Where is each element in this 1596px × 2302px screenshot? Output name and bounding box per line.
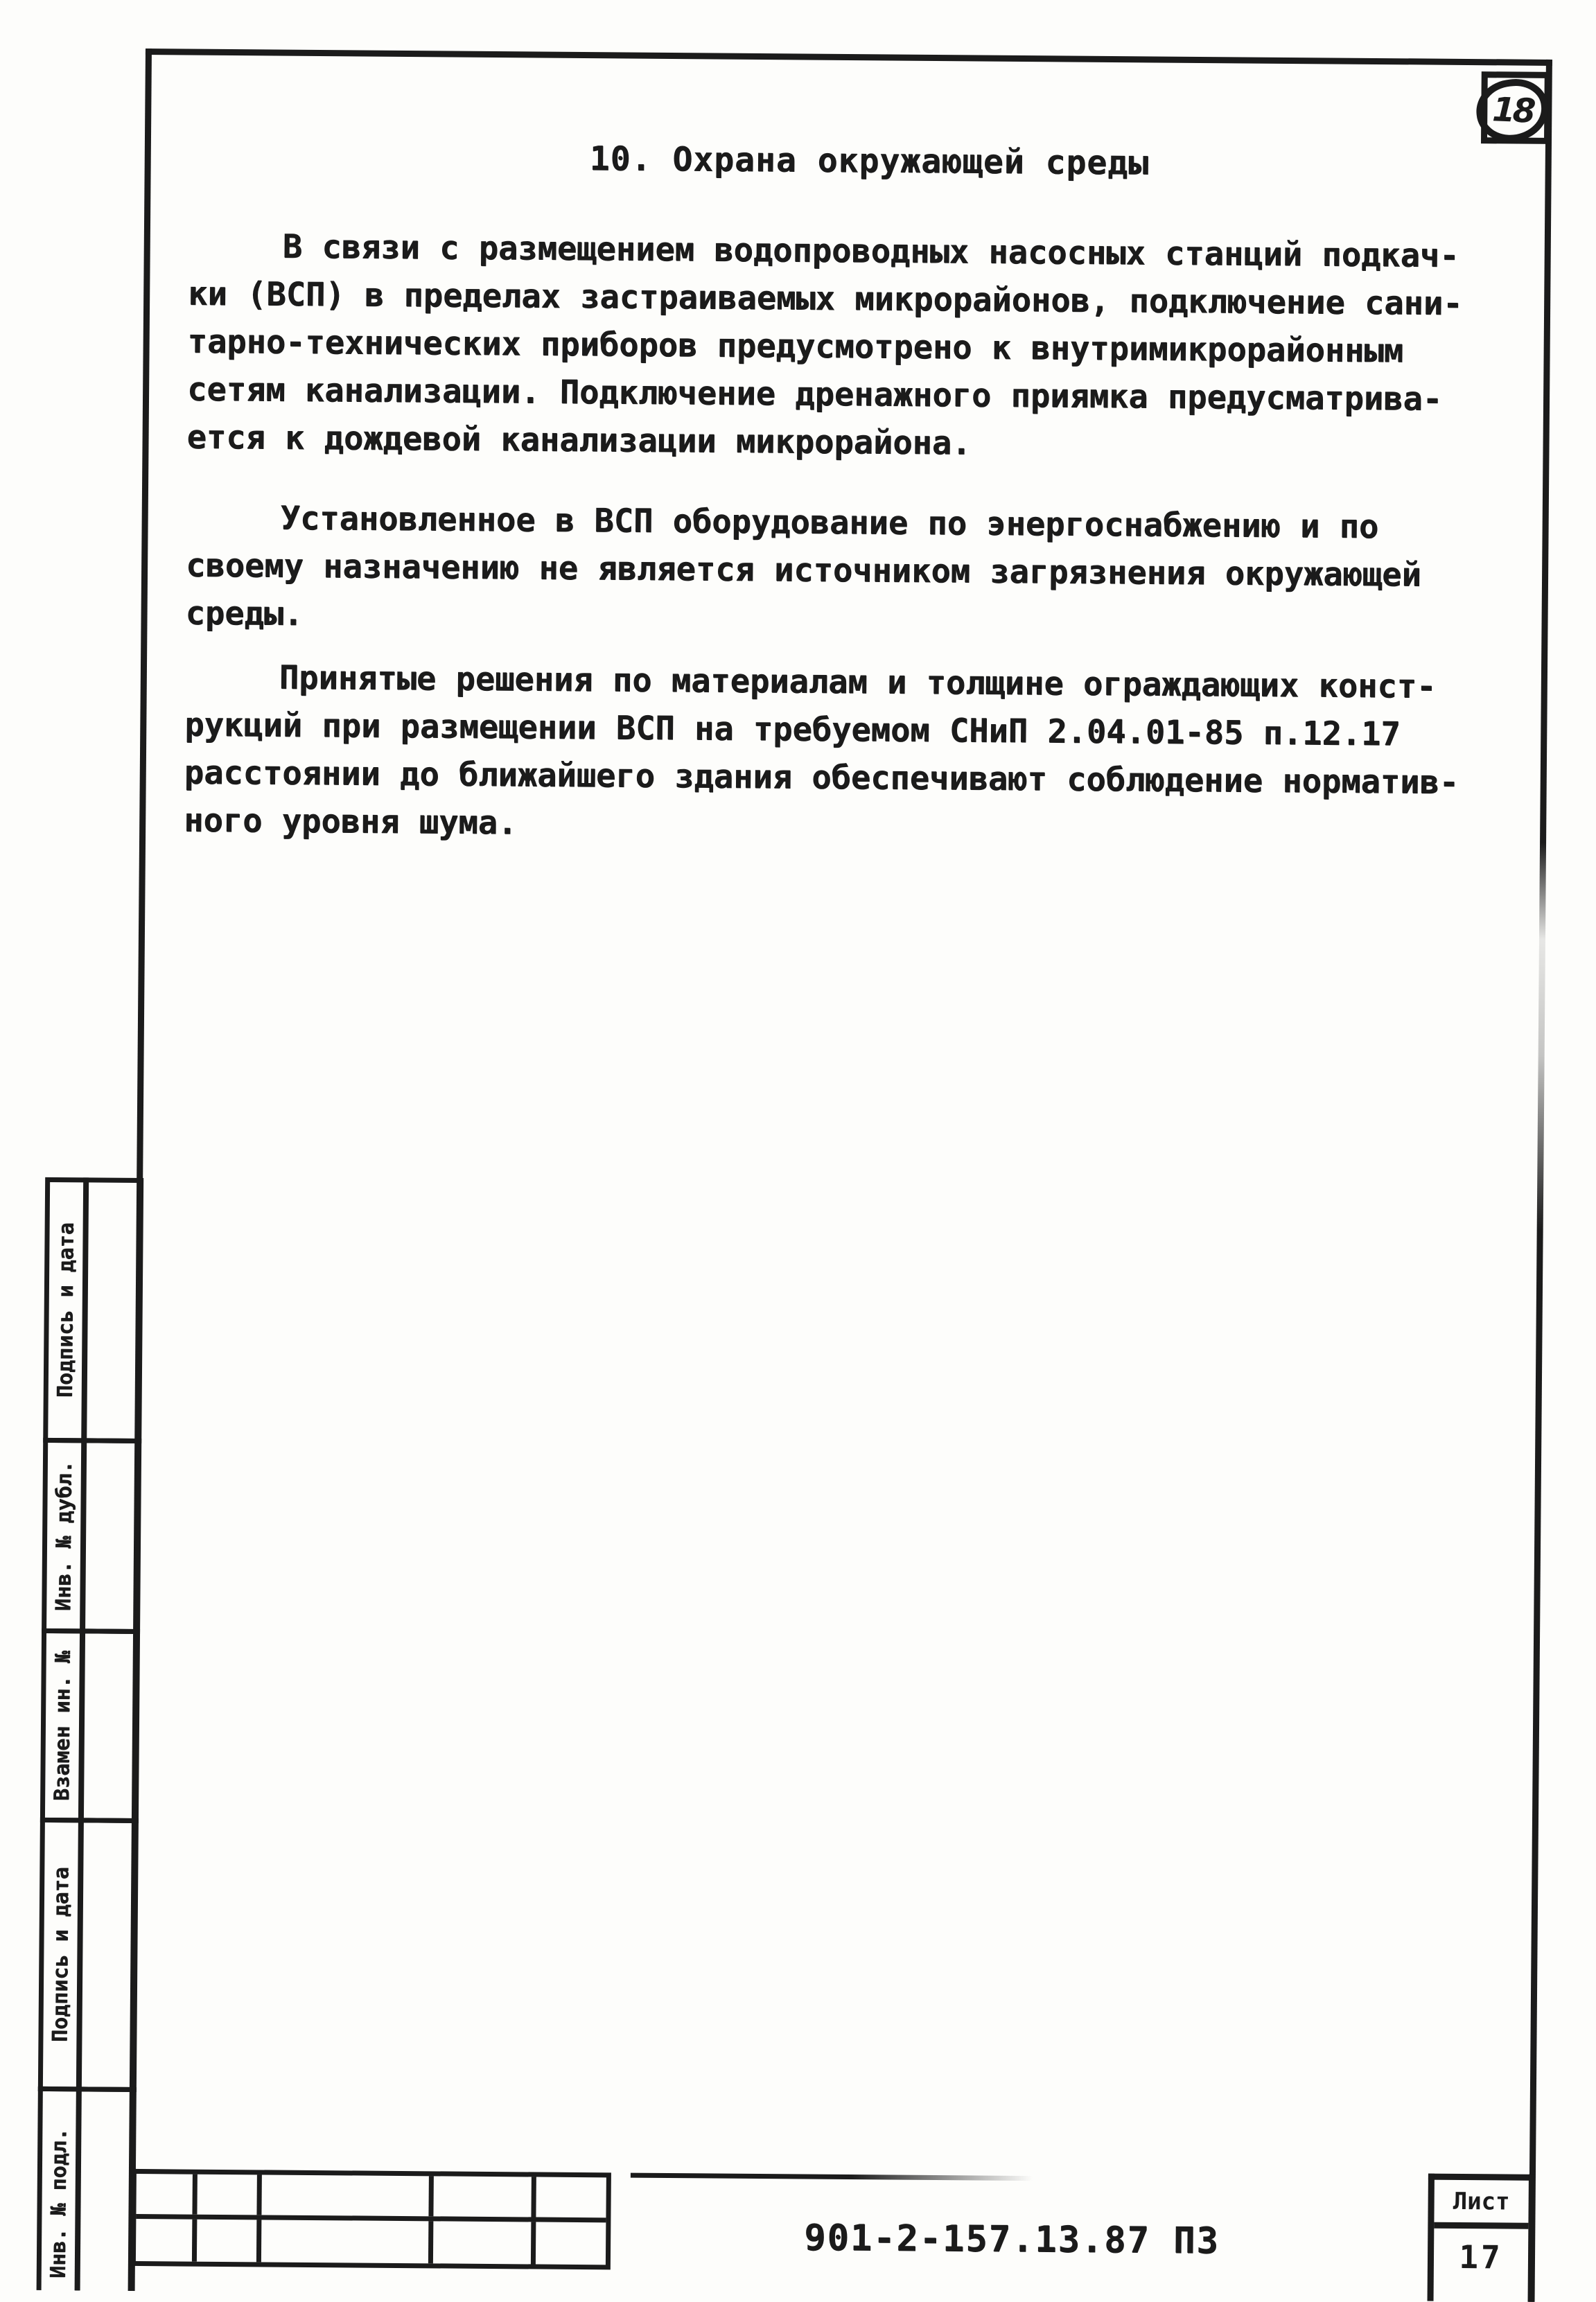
page-number-box [1481,71,1551,144]
sidebar-label: Взамен ин. № [50,1650,76,1801]
sidebar-signature-column [74,1177,143,2302]
sidebar-empty-cell [80,1438,141,1634]
revision-table-cell [261,2220,433,2263]
revision-table-cell [433,2221,536,2264]
text-line: расстоянии до ближайшего здания обеспечивают соблюдение норматив- [184,753,1459,802]
text-line: своему назначению не является источником загрязнения окружающей [185,546,1421,595]
handwritten-page-number: 18 [1491,90,1534,131]
sheet-label: Лист [1434,2180,1529,2229]
paragraph-1 [186,222,1505,471]
paragraph-2 [185,493,1503,647]
sidebar-empty-cell [76,1818,139,2092]
page-number-oval [1473,76,1551,146]
text-line: среды. [185,594,304,633]
revision-table-cell [536,2177,606,2218]
revision-table-cell [197,2174,261,2215]
document-code: 901-2-157.13.87 ПЗ [803,2217,1220,2263]
text-line: ного уровня шума. [184,801,518,843]
text-line: рукций при размещении ВСП на требуемом СНиП 2.04.01-85 п.12.17 [184,705,1401,754]
revision-table-cell [197,2220,261,2263]
sheet-number-box [1427,2174,1535,2302]
sidebar-label: Инв. № дубл. [51,1460,77,1611]
frame-right-border-fade [1530,843,1551,1231]
sheet-number: 17 [1459,2238,1503,2276]
sidebar-label: Инв. № подл. [46,2128,72,2279]
sidebar-label: Подпись и дата [48,1867,74,2043]
section-title: 10. Охрана окружающей среды [589,139,1150,183]
text-line: тарно-технических приборов предусмотрено к внутримикрорайонным [187,322,1404,371]
paragraph-3 [184,653,1502,854]
sidebar-empty-cell [81,1177,143,1443]
text-line: сетям канализации. Подключение дренажного приямка предусматрива- [186,370,1443,419]
text-line: Принятые решения по материалам и толщине ограждающих конст- [279,658,1437,706]
sidebar-empty-cell [74,2086,137,2302]
revision-table-cell [433,2176,536,2217]
revision-table-cell [136,2219,197,2262]
sidebar-label: Подпись и дата [53,1222,79,1398]
revision-table-cell [536,2222,606,2265]
sidebar-empty-cell [78,1628,140,1823]
text-line: Установленное в ВСП оборудование по энергоснабжению и по [280,499,1379,546]
revision-table-row [136,2174,606,2222]
revision-table-cell [136,2174,197,2215]
revision-table-row [136,2219,606,2265]
revision-table [131,2169,611,2269]
revision-table-cell [261,2174,433,2216]
text-line: ки (ВСП) в пределах застраиваемых микрорайонов, подключение сани- [188,274,1463,323]
text-line: В связи с размещением водопроводных насосных станций подкач- [282,227,1459,275]
text-line: ется к дождевой канализации микрорайона. [186,418,972,463]
